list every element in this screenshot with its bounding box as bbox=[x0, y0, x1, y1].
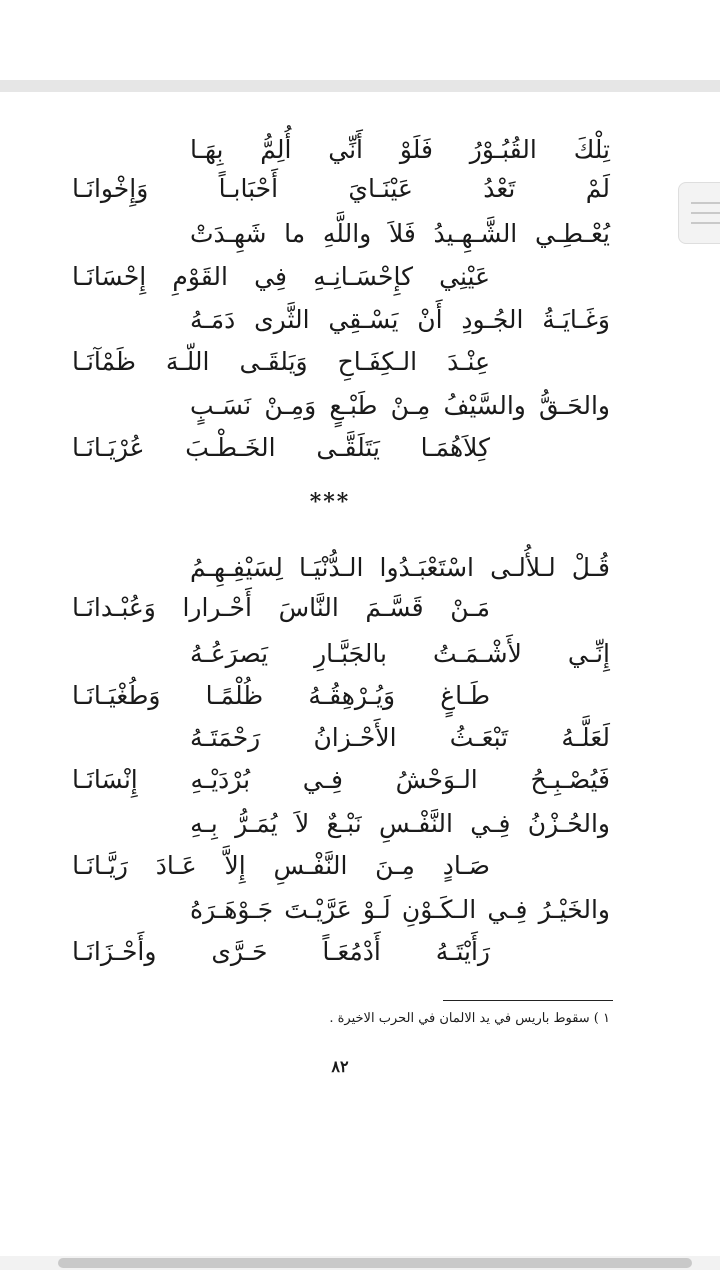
word: اللّـهَ bbox=[165, 347, 210, 376]
top-frame-bar bbox=[0, 80, 720, 92]
word: فِـي bbox=[470, 809, 511, 838]
word: والخَيْـرُ bbox=[538, 895, 610, 924]
verse-line bbox=[72, 340, 490, 384]
word: تَبْعَـثُ bbox=[449, 723, 509, 752]
word: وأَحْـزَانَـا bbox=[72, 937, 157, 966]
word: بُرْدَيْـهِ bbox=[190, 765, 251, 794]
word: كإِحْسَـانِـهِ bbox=[313, 262, 413, 291]
word: إِلاَّ bbox=[224, 851, 246, 880]
word: قَسَّـمَ bbox=[365, 593, 424, 622]
word: يَصرَعُـهُ bbox=[190, 639, 269, 668]
word: نَبْـعٌ bbox=[326, 809, 362, 838]
word: فِي bbox=[254, 262, 287, 291]
verse-line bbox=[190, 632, 610, 676]
verse-line bbox=[72, 255, 490, 299]
verse-line bbox=[72, 844, 490, 888]
word: النَّاسَ bbox=[278, 593, 339, 622]
word: صَـادٍ bbox=[442, 851, 490, 880]
word: القُبُـوْرُ bbox=[469, 135, 537, 164]
word: الـكَـوْنِ bbox=[401, 895, 477, 924]
verse-line bbox=[190, 384, 610, 428]
word: يَتَلَقَّـى bbox=[316, 433, 380, 462]
word: لأَشْـمَـتُ bbox=[433, 639, 522, 668]
word: فَيُصْـبِـحُ bbox=[530, 765, 610, 794]
word: وَإِخْوانَـا bbox=[72, 174, 149, 203]
word: وَمِـنْ bbox=[264, 391, 317, 420]
word: والحَـقُّ bbox=[539, 391, 610, 420]
word: الخَـطْـبَ bbox=[185, 433, 276, 462]
word: أَحْـرارا bbox=[182, 593, 252, 622]
verse-line bbox=[72, 167, 610, 211]
word: أَنْ bbox=[417, 305, 443, 334]
word: لَمْ bbox=[585, 174, 610, 203]
word: رَحْمَتَـهُ bbox=[190, 723, 261, 752]
word: طَـاغٍ bbox=[440, 681, 490, 710]
word: وَغَـايَـةُ bbox=[542, 305, 610, 334]
word: فِـي bbox=[302, 765, 343, 794]
word: مِـنْ bbox=[390, 391, 431, 420]
scrollbar-thumb[interactable] bbox=[58, 1258, 692, 1268]
word: لاَ bbox=[294, 809, 310, 838]
word: إِنْسَانَـا bbox=[72, 765, 138, 794]
verse-line bbox=[190, 128, 610, 172]
word: لـلأُلـى bbox=[490, 553, 556, 582]
verse-line bbox=[72, 930, 490, 974]
word: نَسَـبٍ bbox=[190, 391, 252, 420]
word: أَدْمُعَـاً bbox=[322, 937, 381, 966]
word: كِلاَهُمَـا bbox=[420, 433, 490, 462]
word: فَلَوْ bbox=[399, 135, 433, 164]
word: جَـوْهَـرَهُ bbox=[190, 895, 274, 924]
word: إِحْسَانَـا bbox=[72, 262, 147, 291]
word: وَعُبْـدانَـا bbox=[72, 593, 156, 622]
word: وَطُغْيَـانَـا bbox=[72, 681, 161, 710]
verse-line bbox=[72, 586, 490, 630]
word: الـكِفَـاحِ bbox=[337, 347, 418, 376]
word: والحُـزْنُ bbox=[527, 809, 610, 838]
verse-line bbox=[190, 546, 610, 590]
word: واللَّهِ bbox=[322, 219, 372, 248]
section-separator: *** bbox=[309, 489, 351, 515]
word: إِنِّـي bbox=[567, 639, 610, 668]
verse-line bbox=[190, 212, 610, 256]
word: حَـرَّى bbox=[211, 937, 268, 966]
word: ظُلْمًـا bbox=[205, 681, 264, 710]
word: ظَمْآنَـا bbox=[72, 347, 136, 376]
word: النَّفْـسِ bbox=[379, 809, 453, 838]
word: النَّفْـسِ bbox=[273, 851, 348, 880]
word: قُـلْ bbox=[571, 553, 610, 582]
word: أُلِمُّ bbox=[260, 135, 292, 164]
page-number: ٨٢ bbox=[331, 1057, 349, 1076]
verse-line bbox=[72, 674, 490, 718]
footnote-divider bbox=[443, 1000, 613, 1001]
word: تَعْدُ bbox=[483, 174, 516, 203]
word: الثَّرى bbox=[254, 305, 310, 334]
word: شَهِـدَتْ bbox=[190, 219, 267, 248]
word: فِـي bbox=[487, 895, 528, 924]
word: يُعْـطِـي bbox=[534, 219, 610, 248]
word: يُمَـرُّ bbox=[235, 809, 278, 838]
word: ما bbox=[284, 219, 306, 248]
menu-button[interactable] bbox=[678, 182, 720, 244]
word: عُرْيَـانَـا bbox=[72, 433, 145, 462]
word: وَيَلقَـى bbox=[239, 347, 308, 376]
word: عَيْنِي bbox=[439, 262, 490, 291]
verse-line bbox=[190, 888, 610, 932]
word: الـدُّنْيَـا bbox=[298, 553, 364, 582]
word: أَنِّي bbox=[328, 135, 364, 164]
word: عِنْـدَ bbox=[447, 347, 490, 376]
word: الأَحْـزانُ bbox=[313, 723, 397, 752]
word: يَسْـقِي bbox=[328, 305, 399, 334]
word: لَعَلَّـهُ bbox=[561, 723, 610, 752]
verse-line bbox=[72, 758, 610, 802]
word: لَـوْ bbox=[362, 895, 391, 924]
word: اسْتَعْبَـدُوا bbox=[379, 553, 475, 582]
word: طَبْـعٍ bbox=[329, 391, 378, 420]
word: الشَّـهِـيدُ bbox=[433, 219, 518, 248]
footnote: ١ ) سقوط باريس في يد الالمان في الحرب الاخيرة . bbox=[329, 1011, 610, 1026]
word: الـوَحْشُ bbox=[395, 765, 478, 794]
verse-line bbox=[190, 716, 610, 760]
word: عَـادَ bbox=[155, 851, 197, 880]
verse-line bbox=[190, 802, 610, 846]
word: عَيْنَـايَ bbox=[348, 174, 413, 203]
word: دَمَـهُ bbox=[190, 305, 236, 334]
word: مِـنَ bbox=[375, 851, 415, 880]
word: القَوْمِ bbox=[172, 262, 228, 291]
word: رَيَّـانَـا bbox=[72, 851, 128, 880]
word: فَلاَ bbox=[388, 219, 416, 248]
word: الجُـودِ bbox=[461, 305, 524, 334]
word: تِلْكَ bbox=[573, 135, 610, 164]
word: لِسَيْفِـهِـمُ bbox=[190, 553, 283, 582]
word: رَأَيْتَـهُ bbox=[435, 937, 490, 966]
verse-line bbox=[72, 426, 490, 470]
word: بالجَبَّـارِ bbox=[314, 639, 387, 668]
word: وَيُـرْهِقُـهُ bbox=[308, 681, 396, 710]
word: والسَّيْفُ bbox=[443, 391, 526, 420]
verse-line bbox=[190, 298, 610, 342]
word: بِهَـا bbox=[190, 135, 224, 164]
word: عَرَّيْـتَ bbox=[284, 895, 352, 924]
word: مَـنْ bbox=[450, 593, 490, 622]
word: أَحْبَابـاً bbox=[218, 174, 279, 203]
word: بِـهِ bbox=[190, 809, 218, 838]
